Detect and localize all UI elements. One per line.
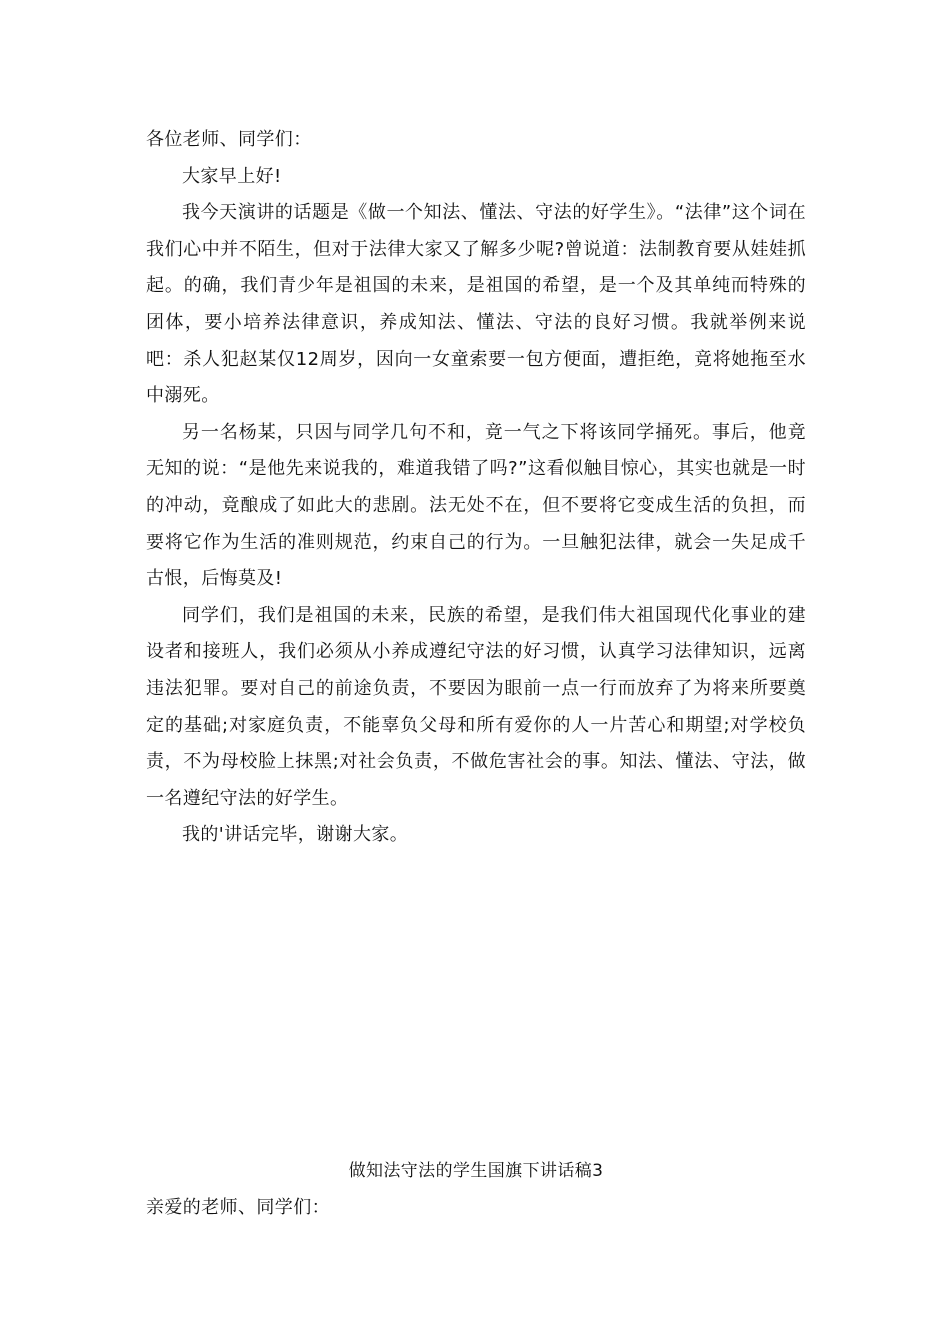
paragraph-1: 我今天演讲的话题是《做一个知法、懂法、守法的好学生》。“法律”这个词在我们心中并不陌生，但对于法律大家又了解多少呢?曾说道：法制教育要从娃娃抓起。的确，我们青少年是祖国的未来，是祖国的希望，是一个及其单纯而特殊的团体，要小培养法律意识，养成知法、懂法、守法的良好习惯。我就举例来说吧：杀人犯赵某仅12周岁，因向一女童索要一包方便面，遭拒绝，竟将她拖至水中溺死。: [146, 202, 806, 407]
speech-body-2: [146, 1190, 806, 1227]
salutation-2: 亲爱的老师、同学们：: [146, 1197, 330, 1218]
paragraph-2: 另一名杨某，只因与同学几句不和，竟一气之下将该同学捅死。事后，他竟无知的说：“是他先来说我的，难道我错了吗?”这看似触目惊心，其实也就是一时的冲动，竟酿成了如此大的悲剧。法无处不在，但不要将它变成生活的负担，而要将它作为生活的准则规范，约束自己的行为。一旦触犯法律，就会一失足成千古恨，后悔莫及!: [146, 421, 806, 590]
greeting: 大家早上好!: [182, 165, 282, 187]
paragraph-3: 同学们，我们是祖国的未来，民族的希望，是我们伟大祖国现代化事业的建设者和接班人，我们必须从小养成遵纪守法的好习惯，认真学习法律知识，远离违法犯罪。要对自己的前途负责，不要因为眼前一点一行而放弃了为将来所要奠定的基础;对家庭负责，不能辜负父母和所有爱你的人一片苦心和期望;对学校负责，不为母校脸上抹黑;对社会负责，不做危害社会的事。知法、懂法、守法，做一名遵纪守法的好学生。: [146, 604, 806, 809]
closing-line: 我的'讲话完毕，谢谢大家。: [182, 824, 409, 846]
speech-body: [146, 122, 806, 854]
salutation: 各位老师、同学们：: [146, 129, 312, 150]
section-title: 做知法守法的学生国旗下讲话稿3: [348, 1161, 604, 1181]
